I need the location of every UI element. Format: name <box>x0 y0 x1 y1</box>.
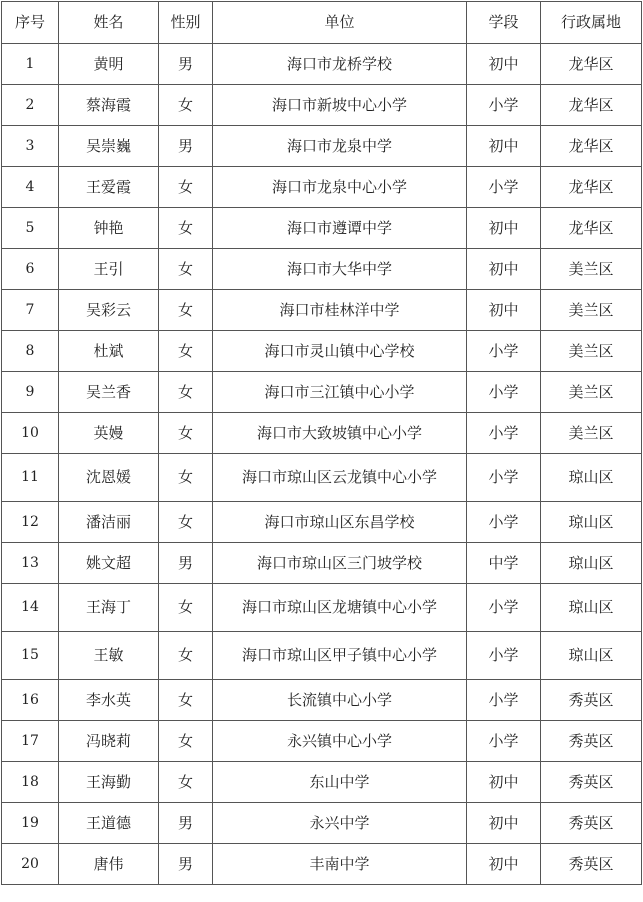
table-row <box>2 844 642 885</box>
cell-serial-number: 13 <box>2 543 59 584</box>
cell-gender: 女 <box>159 290 213 331</box>
table-row <box>2 249 642 290</box>
header-unit: 单位 <box>213 2 467 44</box>
table-row <box>2 44 642 85</box>
cell-school-stage: 小学 <box>467 331 541 372</box>
cell-school-stage: 初中 <box>467 126 541 167</box>
table-row <box>2 680 642 721</box>
cell-serial-number: 17 <box>2 721 59 762</box>
table-body <box>2 44 642 885</box>
cell-district: 龙华区 <box>541 44 642 85</box>
cell-district: 秀英区 <box>541 803 642 844</box>
cell-district: 龙华区 <box>541 167 642 208</box>
cell-name: 钟艳 <box>59 208 159 249</box>
cell-name: 英嫚 <box>59 413 159 454</box>
table-row <box>2 762 642 803</box>
cell-gender: 女 <box>159 249 213 290</box>
cell-district: 琼山区 <box>541 502 642 543</box>
cell-serial-number: 19 <box>2 803 59 844</box>
cell-name: 王海丁 <box>59 584 159 632</box>
cell-gender: 女 <box>159 413 213 454</box>
table-row <box>2 454 642 502</box>
cell-unit: 海口市琼山区龙塘镇中心小学 <box>213 584 467 632</box>
cell-district: 美兰区 <box>541 331 642 372</box>
cell-district: 龙华区 <box>541 126 642 167</box>
table-row <box>2 803 642 844</box>
cell-school-stage: 小学 <box>467 372 541 413</box>
cell-gender: 女 <box>159 167 213 208</box>
cell-serial-number: 15 <box>2 632 59 680</box>
cell-unit: 海口市龙泉中学 <box>213 126 467 167</box>
cell-serial-number: 4 <box>2 167 59 208</box>
cell-name: 冯晓莉 <box>59 721 159 762</box>
cell-gender: 女 <box>159 762 213 803</box>
cell-district: 美兰区 <box>541 290 642 331</box>
cell-district: 琼山区 <box>541 632 642 680</box>
table-row <box>2 85 642 126</box>
table-header-row <box>2 2 642 44</box>
cell-gender: 女 <box>159 721 213 762</box>
cell-unit: 海口市遵谭中学 <box>213 208 467 249</box>
header-school-stage: 学段 <box>467 2 541 44</box>
cell-name: 吴彩云 <box>59 290 159 331</box>
cell-name: 王爱霞 <box>59 167 159 208</box>
cell-unit: 海口市大致坡镇中心小学 <box>213 413 467 454</box>
cell-gender: 女 <box>159 632 213 680</box>
table-row <box>2 372 642 413</box>
cell-district: 秀英区 <box>541 680 642 721</box>
cell-unit: 海口市三江镇中心小学 <box>213 372 467 413</box>
cell-name: 沈恩媛 <box>59 454 159 502</box>
cell-school-stage: 初中 <box>467 844 541 885</box>
cell-name: 吴崇巍 <box>59 126 159 167</box>
cell-name: 黄明 <box>59 44 159 85</box>
cell-serial-number: 3 <box>2 126 59 167</box>
cell-district: 琼山区 <box>541 454 642 502</box>
cell-unit: 东山中学 <box>213 762 467 803</box>
cell-serial-number: 12 <box>2 502 59 543</box>
cell-unit: 丰南中学 <box>213 844 467 885</box>
header-gender: 性别 <box>159 2 213 44</box>
cell-district: 美兰区 <box>541 249 642 290</box>
cell-unit: 永兴中学 <box>213 803 467 844</box>
cell-school-stage: 小学 <box>467 413 541 454</box>
cell-serial-number: 6 <box>2 249 59 290</box>
table-row <box>2 208 642 249</box>
cell-school-stage: 初中 <box>467 44 541 85</box>
cell-unit: 海口市琼山区云龙镇中心小学 <box>213 454 467 502</box>
cell-name: 姚文超 <box>59 543 159 584</box>
table-row <box>2 126 642 167</box>
teacher-list-table <box>1 1 642 885</box>
cell-school-stage: 小学 <box>467 454 541 502</box>
cell-school-stage: 初中 <box>467 803 541 844</box>
cell-serial-number: 14 <box>2 584 59 632</box>
cell-unit: 长流镇中心小学 <box>213 680 467 721</box>
cell-gender: 女 <box>159 331 213 372</box>
cell-serial-number: 9 <box>2 372 59 413</box>
cell-unit: 海口市新坡中心小学 <box>213 85 467 126</box>
cell-name: 蔡海霞 <box>59 85 159 126</box>
cell-unit: 永兴镇中心小学 <box>213 721 467 762</box>
cell-district: 龙华区 <box>541 208 642 249</box>
cell-school-stage: 小学 <box>467 167 541 208</box>
cell-unit: 海口市桂林洋中学 <box>213 290 467 331</box>
table-row <box>2 502 642 543</box>
cell-gender: 女 <box>159 502 213 543</box>
table-row <box>2 167 642 208</box>
cell-district: 龙华区 <box>541 85 642 126</box>
cell-gender: 男 <box>159 126 213 167</box>
cell-school-stage: 小学 <box>467 584 541 632</box>
table-row <box>2 584 642 632</box>
table-row <box>2 543 642 584</box>
cell-district: 美兰区 <box>541 372 642 413</box>
cell-district: 秀英区 <box>541 721 642 762</box>
cell-district: 秀英区 <box>541 844 642 885</box>
cell-name: 杜斌 <box>59 331 159 372</box>
cell-school-stage: 小学 <box>467 632 541 680</box>
cell-serial-number: 16 <box>2 680 59 721</box>
cell-district: 琼山区 <box>541 584 642 632</box>
cell-name: 唐伟 <box>59 844 159 885</box>
cell-school-stage: 初中 <box>467 208 541 249</box>
cell-serial-number: 7 <box>2 290 59 331</box>
cell-school-stage: 小学 <box>467 502 541 543</box>
cell-school-stage: 小学 <box>467 680 541 721</box>
cell-serial-number: 11 <box>2 454 59 502</box>
cell-school-stage: 初中 <box>467 762 541 803</box>
cell-name: 王道德 <box>59 803 159 844</box>
cell-name: 潘洁丽 <box>59 502 159 543</box>
cell-name: 王海勤 <box>59 762 159 803</box>
cell-unit: 海口市琼山区三门坡学校 <box>213 543 467 584</box>
cell-name: 王敏 <box>59 632 159 680</box>
cell-school-stage: 小学 <box>467 721 541 762</box>
cell-district: 秀英区 <box>541 762 642 803</box>
cell-unit: 海口市龙桥学校 <box>213 44 467 85</box>
cell-name: 王引 <box>59 249 159 290</box>
table-row <box>2 632 642 680</box>
cell-serial-number: 18 <box>2 762 59 803</box>
cell-gender: 男 <box>159 44 213 85</box>
cell-gender: 男 <box>159 543 213 584</box>
cell-unit: 海口市大华中学 <box>213 249 467 290</box>
cell-serial-number: 8 <box>2 331 59 372</box>
cell-district: 美兰区 <box>541 413 642 454</box>
header-serial-number: 序号 <box>2 2 59 44</box>
cell-gender: 女 <box>159 372 213 413</box>
cell-district: 琼山区 <box>541 543 642 584</box>
header-name: 姓名 <box>59 2 159 44</box>
cell-school-stage: 初中 <box>467 249 541 290</box>
cell-name: 李水英 <box>59 680 159 721</box>
cell-serial-number: 5 <box>2 208 59 249</box>
cell-serial-number: 2 <box>2 85 59 126</box>
cell-unit: 海口市琼山区甲子镇中心小学 <box>213 632 467 680</box>
cell-unit: 海口市琼山区东昌学校 <box>213 502 467 543</box>
cell-gender: 女 <box>159 85 213 126</box>
cell-unit: 海口市龙泉中心小学 <box>213 167 467 208</box>
table-row <box>2 290 642 331</box>
table-row <box>2 721 642 762</box>
cell-gender: 女 <box>159 584 213 632</box>
cell-school-stage: 初中 <box>467 290 541 331</box>
cell-gender: 男 <box>159 844 213 885</box>
cell-serial-number: 20 <box>2 844 59 885</box>
cell-unit: 海口市灵山镇中心学校 <box>213 331 467 372</box>
cell-school-stage: 小学 <box>467 85 541 126</box>
table-row <box>2 331 642 372</box>
cell-serial-number: 10 <box>2 413 59 454</box>
header-district: 行政属地 <box>541 2 642 44</box>
cell-serial-number: 1 <box>2 44 59 85</box>
cell-gender: 男 <box>159 803 213 844</box>
cell-gender: 女 <box>159 680 213 721</box>
cell-gender: 女 <box>159 208 213 249</box>
cell-gender: 女 <box>159 454 213 502</box>
cell-name: 吴兰香 <box>59 372 159 413</box>
cell-school-stage: 中学 <box>467 543 541 584</box>
table-row <box>2 413 642 454</box>
